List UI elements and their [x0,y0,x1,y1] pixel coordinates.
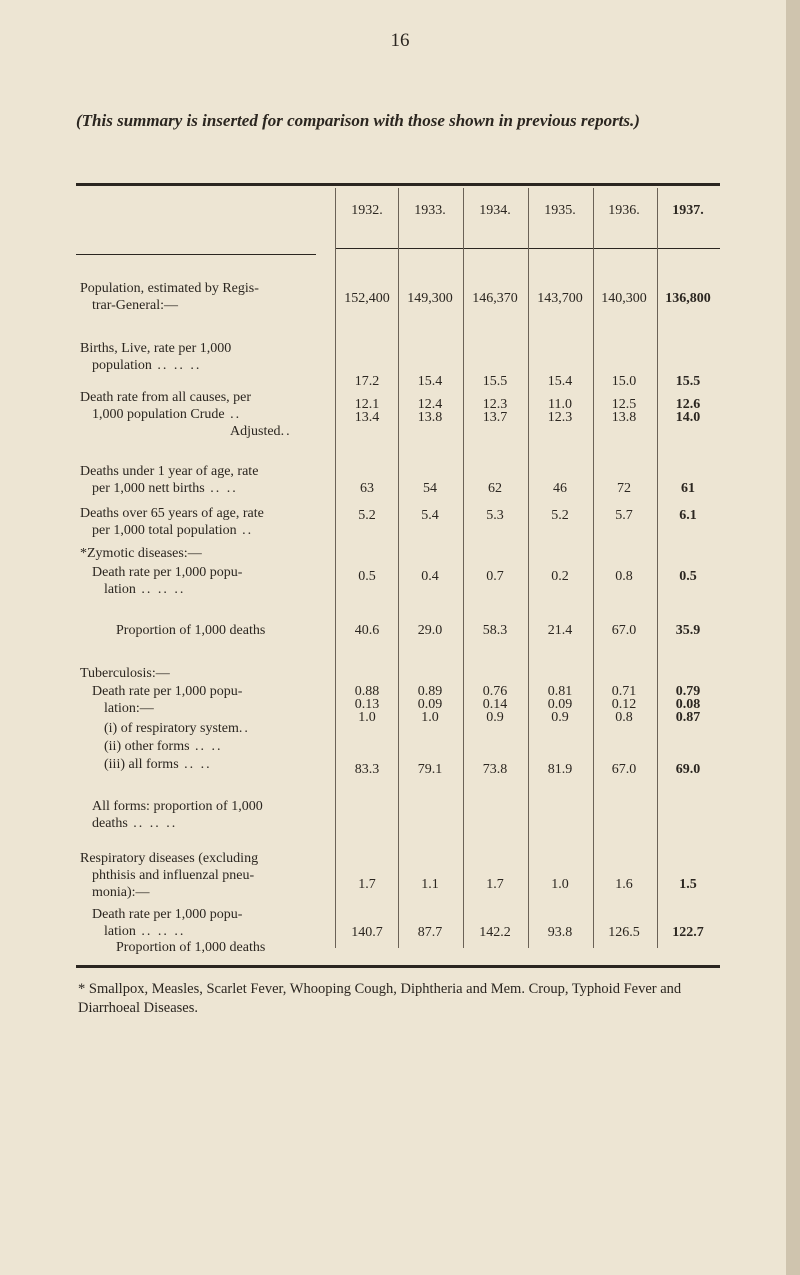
row-label-death-rate-crude [80,389,336,423]
table-cell: 1.7 [358,877,376,892]
table-cell: 0.13 [354,697,380,712]
label-line: Births, Live, rate per 1,000 [80,341,232,356]
table-cell: 0.2 [551,569,569,584]
label-line: deaths .. .. .. [92,816,178,831]
year-header: 1933. [414,203,446,218]
table-cell: 62 [488,481,502,496]
row-label-tb-death-rate [80,683,336,717]
table-bottom-rule [76,965,720,968]
label-line: Deaths under 1 year of age, rate [80,464,259,479]
label-line: Respiratory diseases (excluding [80,851,259,866]
header-underline-label [76,254,316,255]
table-cell: 0.9 [486,710,504,725]
table-cell: 146,370 [472,291,518,306]
table-cell: 149,300 [407,291,453,306]
table-cell: 0.5 [358,569,376,584]
table-cell: 5.7 [615,508,633,523]
row-label-respiratory-proportion [80,939,336,956]
row-label-respiratory-death-rate [80,906,336,940]
table-cell: 35.9 [675,623,701,638]
label-line: Population, estimated by Regis- [80,281,259,296]
table-cell: 1.6 [615,877,633,892]
table-cell: 122.7 [672,925,704,940]
table-cell: 0.81 [547,684,573,699]
table-cell: 5.3 [486,508,504,523]
table-cell: 46 [553,481,567,496]
label-line: lation:— [104,701,154,716]
table-cell: 15.4 [417,374,443,389]
label-line: Deaths over 65 years of age, rate [80,506,264,521]
row-label-zymotic-death-rate [80,564,336,598]
label-line: monia):— [92,885,150,900]
page-number: 16 [390,30,410,51]
row-label-over-65-deaths [80,505,336,539]
row-label-births [80,340,336,374]
label-line: 1,000 population Crude .. [92,407,242,422]
table-cell: 15.4 [547,374,573,389]
table-cell: 136,800 [665,291,711,306]
label-line: phthisis and influenzal pneu- [92,868,255,883]
table-cell: 152,400 [344,291,390,306]
table-cell: 63 [360,481,374,496]
table-cell: 0.4 [421,569,439,584]
table-cell: 1.5 [679,877,697,892]
table-cell: 0.88 [354,684,380,699]
label-line: *Zymotic diseases:— [80,546,202,561]
row-label-death-rate-adjusted [80,423,336,440]
label-line: Proportion of 1,000 deaths [116,940,266,955]
table-cell: 143,700 [537,291,583,306]
table-cell: 126.5 [608,925,640,940]
year-header: 1936. [608,203,640,218]
table-cell: 61 [681,481,695,496]
table-cell: 13.7 [482,410,508,425]
label-line: (ii) other forms .. .. [104,739,223,754]
section-label-respiratory [80,850,336,901]
label-line: Adjusted.. [230,424,292,439]
label-line: trar-General:— [92,298,179,313]
table-cell: 15.0 [611,374,637,389]
table-cell: 0.5 [679,569,697,584]
table-cell: 69.0 [675,762,701,777]
footnote: * Smallpox, Measles, Scarlet Fever, Whooping Cough, Diphtheria and Mem. Croup, Typhoid Fever and Diarrhoeal Diseases. [78,981,682,1016]
table-cell: 0.76 [482,684,508,699]
table-cell: 13.8 [611,410,637,425]
label-line: per 1,000 nett births .. .. [92,481,238,496]
table-cell: 13.4 [354,410,380,425]
label-line: per 1,000 total population .. [92,523,254,538]
table-cell: 72 [617,481,631,496]
row-label-tb-respiratory [80,720,336,737]
label-line: Death rate per 1,000 popu- [92,565,243,580]
table-cell: 140,300 [601,291,647,306]
label-line: lation .. .. .. [104,924,186,939]
row-label-population [80,280,336,314]
table-cell: 12.6 [675,397,701,412]
intro-note: (This summary is inserted for comparison with those shown in previous reports.) [76,111,640,130]
table-cell: 15.5 [482,374,508,389]
table-cell: 1.7 [486,877,504,892]
table-cell: 13.8 [417,410,443,425]
table-cell: 5.4 [421,508,439,523]
table-cell: 15.5 [675,374,701,389]
table-cell: 83.3 [354,762,380,777]
table-cell: 1.0 [551,877,569,892]
table-cell: 93.8 [547,925,573,940]
table-cell: 1.0 [358,710,376,725]
page-edge [786,0,800,1275]
table-cell: 40.6 [354,623,380,638]
table-cell: 67.0 [611,762,637,777]
row-label-tb-proportion [80,798,336,832]
table-cell: 5.2 [358,508,376,523]
year-header: 1935. [544,203,576,218]
table-cell: 142.2 [479,925,511,940]
year-header: 1934. [479,203,511,218]
year-header: 1932. [351,203,383,218]
table-cell: 67.0 [611,623,637,638]
table-cell: 1.1 [421,877,439,892]
table-cell: 0.08 [675,697,701,712]
table-cell: 0.79 [675,684,701,699]
table-cell: 73.8 [482,762,508,777]
table-cell: 12.3 [482,397,508,412]
row-label-zymotic-proportion [80,622,336,639]
table-cell: 14.0 [675,410,701,425]
label-line: Death rate per 1,000 popu- [92,907,243,922]
year-header: 1937. [672,203,704,218]
label-line: Proportion of 1,000 deaths [116,623,266,638]
table-cell: 0.09 [417,697,443,712]
table-cell: 54 [423,481,437,496]
table-cell: 29.0 [417,623,443,638]
table-cell: 12.3 [547,410,573,425]
label-line: Death rate from all causes, per [80,390,252,405]
row-label-tb-all [80,756,336,773]
table-cell: 12.1 [354,397,380,412]
table-cell: 5.2 [551,508,569,523]
table-cell: 0.14 [482,697,508,712]
table-top-rule [76,183,720,186]
table-cell: 12.4 [417,397,443,412]
table-cell: 79.1 [417,762,443,777]
section-label-zymotic [80,545,336,562]
row-label-tb-other [80,738,336,755]
row-label-infant-deaths [80,463,336,497]
table-cell: 1.0 [421,710,439,725]
table-cell: 11.0 [548,397,572,412]
table-cell: 0.9 [551,710,569,725]
table-cell: 81.9 [547,762,573,777]
label-line: (i) of respiratory system.. [104,721,250,736]
label-line: Death rate per 1,000 popu- [92,684,243,699]
label-line: population .. .. .. [92,358,202,373]
table-cell: 0.09 [547,697,573,712]
label-line: Tuberculosis:— [80,666,170,681]
table-cell: 0.87 [675,710,701,725]
table-cell: 140.7 [351,925,383,940]
table-cell: 0.12 [611,697,637,712]
table-cell: 21.4 [547,623,573,638]
table-cell: 0.8 [615,569,633,584]
table-cell: 6.1 [679,508,697,523]
section-label-tuberculosis [80,665,336,682]
table-cell: 17.2 [354,374,380,389]
label-line: (iii) all forms .. .. [104,757,212,772]
table-cell: 87.7 [417,925,443,940]
label-line: All forms: proportion of 1,000 [92,799,263,814]
table-cell: 58.3 [482,623,508,638]
table-cell: 0.7 [486,569,504,584]
table-cell: 0.8 [615,710,633,725]
table-cell: 0.71 [611,684,637,699]
table-cell: 0.89 [417,684,443,699]
table-cell: 12.5 [611,397,637,412]
label-line: lation .. .. .. [104,582,186,597]
